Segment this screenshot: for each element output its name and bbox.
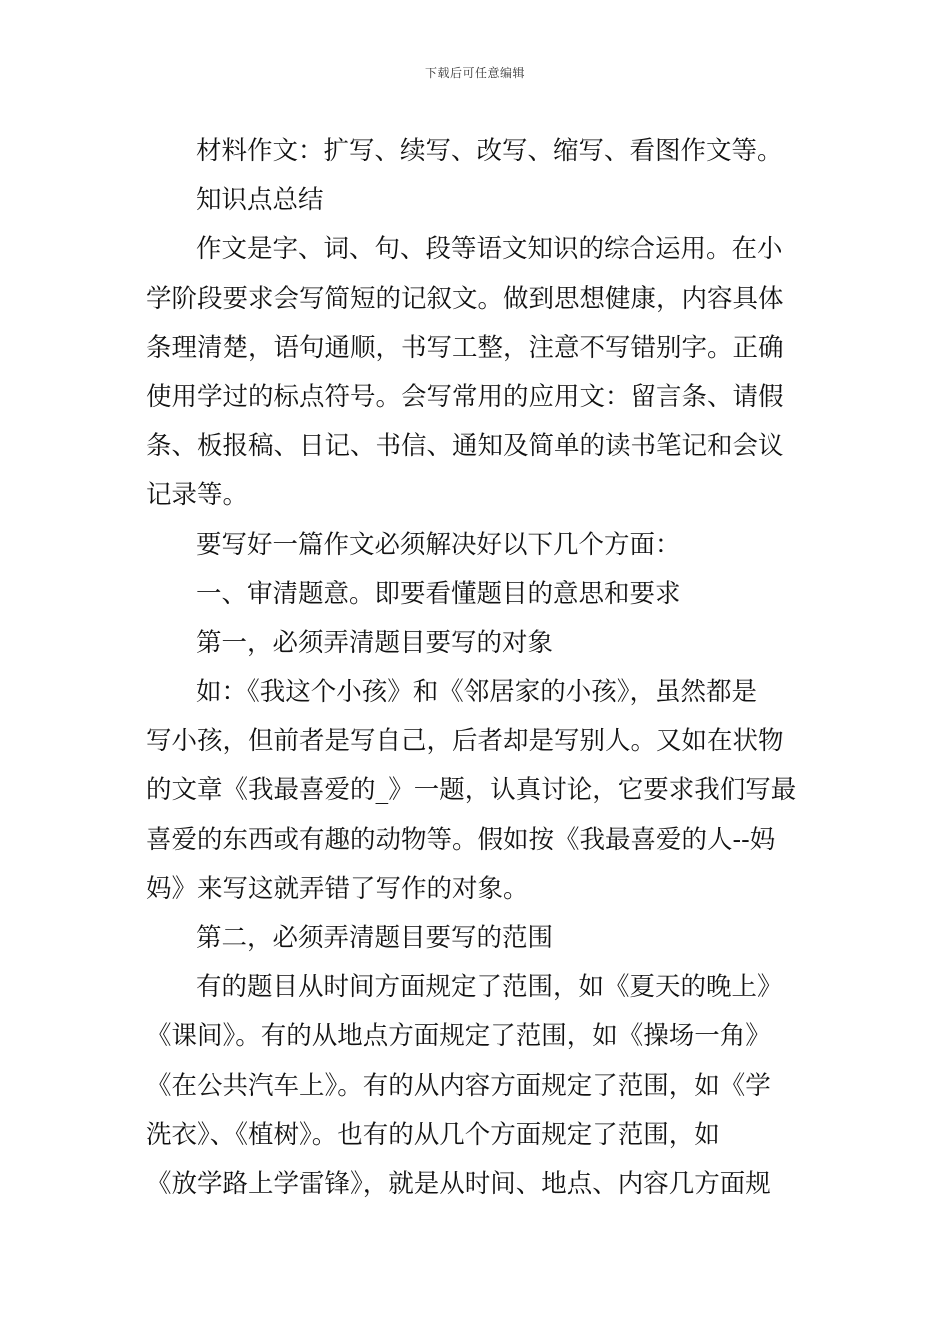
paragraph-line: 一、审清题意。即要看懂题目的意思和要求 [196,578,681,609]
paragraph-line: 有的题目从时间方面规定了范围，如《夏天的晚上》 [196,972,783,1003]
paragraph-line: 《课间》。有的从地点方面规定了范围，如《操场一角》 [146,1021,771,1052]
paragraph-line: 的文章《我最喜爱的_》一题，认真讨论，它要求我们写最 [146,775,797,806]
paragraph-line: 作文是字、词、句、段等语文知识的综合运用。在小 [196,234,783,265]
paragraph-line: 《在公共汽车上》。有的从内容方面规定了范围，如《学 [146,1070,771,1101]
paragraph-line: 条理清楚，语句通顺，书写工整，注意不写错别字。正确 [146,332,784,363]
paragraph-line: 记录等。 [146,480,249,511]
paragraph-line: 第一，必须弄清题目要写的对象 [196,627,554,658]
paragraph-line: 学阶段要求会写简短的记叙文。做到思想健康，内容具体 [146,283,784,314]
paragraph-line: 妈》来写这就弄错了写作的对象。 [146,873,529,904]
section-heading: 知识点总结 [196,185,324,216]
paragraph-line: 要写好一篇作文必须解决好以下几个方面： [196,529,681,560]
document-body [146,127,808,1209]
paragraph-line: 条、板报稿、日记、书信、通知及简单的读书笔记和会议 [146,431,784,462]
paragraph-line: 写小孩，但前者是写自己，后者却是写别人。又如在状物 [146,726,784,757]
paragraph-line: 喜爱的东西或有趣的动物等。假如按《我最喜爱的人--妈 [146,824,776,855]
paragraph-line: 材料作文：扩写、续写、改写、缩写、看图作文等。 [196,136,783,166]
paragraph-line: 《放学路上学雷锋》，就是从时间、地点、内容几方面规 [146,1168,771,1199]
paragraph-line: 洗衣》、《植树》。也有的从几个方面规定了范围，如 [146,1119,720,1150]
paragraph-line: 使用学过的标点符号。会写常用的应用文：留言条、请假 [146,381,784,412]
paragraph-line: 如：《我这个小孩》和《邻居家的小孩》，虽然都是 [196,677,758,708]
paragraph-line: 第二，必须弄清题目要写的范围 [196,923,554,953]
page-header: 下载后可任意编辑 [424,66,525,80]
